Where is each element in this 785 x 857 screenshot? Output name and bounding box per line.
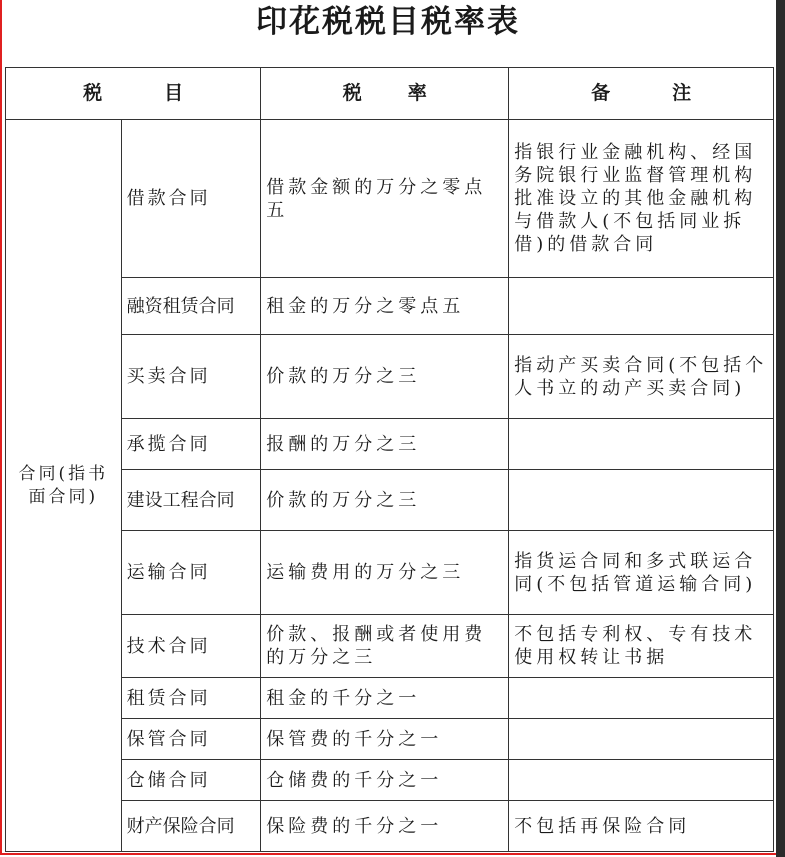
item-cell: 保管合同 (121, 719, 261, 760)
note-cell (509, 278, 774, 335)
header-tax-item (6, 68, 261, 120)
rate-cell: 运输费用的万分之三 (261, 531, 509, 615)
table-row (6, 278, 774, 335)
table-row (6, 419, 774, 470)
header-note-char-1: 备 (591, 82, 611, 104)
rate-cell: 价款、报酬或者使用费的万分之三 (261, 615, 509, 678)
table-row (6, 335, 774, 419)
rate-cell: 借款金额的万分之零点五 (261, 120, 509, 278)
page-title: 印花税税目税率表 (256, 4, 520, 40)
rate-cell: 保管费的千分之一 (261, 719, 509, 760)
table-header-row (6, 68, 774, 120)
note-cell: 指货运合同和多式联运合同(不包括管道运输合同) (509, 531, 774, 615)
note-cell: 不包括专利权、专有技术使用权转让书据 (509, 615, 774, 678)
tax-rate-table (5, 67, 774, 852)
note-cell: 指银行业金融机构、经国务院银行业监督管理机构批准设立的其他金融机构与借款人(不包括同业拆借)的借款合同 (509, 120, 774, 278)
item-cell: 财产保险合同 (121, 801, 261, 852)
table-row (6, 719, 774, 760)
header-note (509, 68, 774, 120)
item-cell: 租赁合同 (121, 678, 261, 719)
table-row (6, 678, 774, 719)
table-row (6, 760, 774, 801)
item-cell: 运输合同 (121, 531, 261, 615)
item-cell: 买卖合同 (121, 335, 261, 419)
note-cell (509, 470, 774, 531)
rate-cell: 保险费的千分之一 (261, 801, 509, 852)
rate-cell: 租金的万分之零点五 (261, 278, 509, 335)
header-note-char-2: 注 (672, 82, 692, 104)
table-row (6, 801, 774, 852)
header-tax-item-char-2: 目 (164, 82, 184, 104)
item-cell: 技术合同 (121, 615, 261, 678)
header-tax-item-char-1: 税 (83, 82, 103, 104)
note-cell (509, 719, 774, 760)
table-row (6, 615, 774, 678)
item-cell: 建设工程合同 (121, 470, 261, 531)
note-cell (509, 419, 774, 470)
category-cell: 合同(指书面合同) (6, 120, 122, 852)
rate-cell: 报酬的万分之三 (261, 419, 509, 470)
rate-cell: 价款的万分之三 (261, 335, 509, 419)
table-row (6, 470, 774, 531)
item-cell: 承揽合同 (121, 419, 261, 470)
table-row (6, 120, 774, 278)
scrollbar-edge (776, 0, 785, 857)
note-cell: 指动产买卖合同(不包括个人书立的动产买卖合同) (509, 335, 774, 419)
note-cell (509, 760, 774, 801)
note-cell: 不包括再保险合同 (509, 801, 774, 852)
rate-cell: 租金的千分之一 (261, 678, 509, 719)
rate-cell: 价款的万分之三 (261, 470, 509, 531)
note-cell (509, 678, 774, 719)
table-row (6, 531, 774, 615)
header-rate-char-2: 率 (407, 82, 427, 104)
rate-cell: 仓储费的千分之一 (261, 760, 509, 801)
header-rate-char-1: 税 (342, 82, 362, 104)
item-cell: 融资租赁合同 (121, 278, 261, 335)
item-cell: 借款合同 (121, 120, 261, 278)
item-cell: 仓储合同 (121, 760, 261, 801)
header-rate (261, 68, 509, 120)
